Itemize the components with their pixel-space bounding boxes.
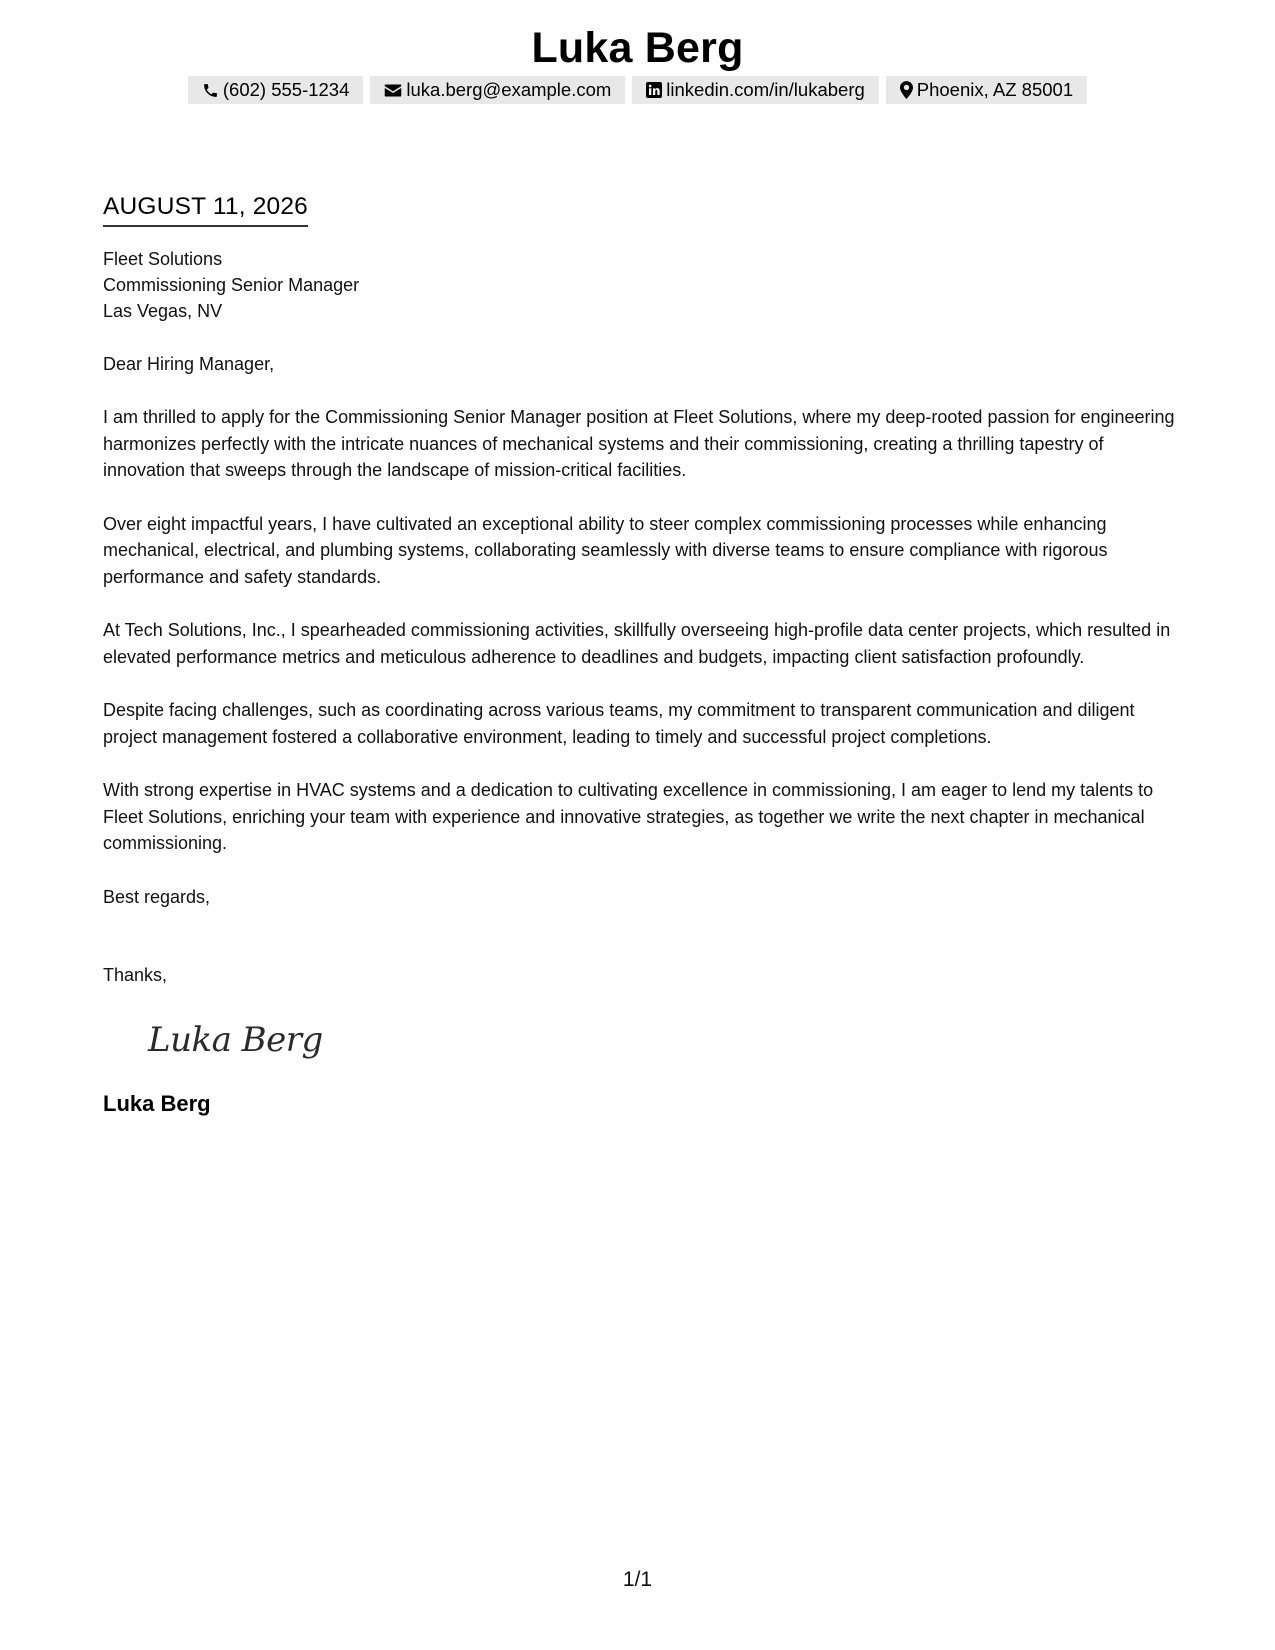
signer-name: Luka Berg [103, 1090, 211, 1116]
envelope-icon [384, 83, 402, 98]
paragraph-4: Despite facing challenges, such as coordinating across various teams, my commitment to transparent communication and diligent project management fostered a collaborative environment, leading to timely and successful project completions. [103, 700, 1135, 747]
email-text: luka.berg@example.com [406, 79, 612, 100]
letter-body [103, 190, 1183, 1118]
handwritten-signature: Luka Berg [148, 1019, 323, 1060]
thanks-line: Thanks, [103, 964, 168, 985]
paragraph-5: With strong expertise in HVAC systems and a dedication to cultivating excellence in commissioning, I am eager to lend my talents to Fleet Solutions, enriching your team with experience and innovative strategies, as together we write the next chapter in mechanical commissioning. [103, 780, 1154, 853]
contact-linkedin [632, 76, 878, 104]
page-number: 1/1 [622, 1568, 653, 1591]
recipient-company: Fleet Solutions [103, 249, 223, 269]
paragraph-1: I am thrilled to apply for the Commissioning Senior Manager position at Fleet Solutions, where my deep-rooted passion for engineering harmonizes perfectly with the intricate nuances of mechanical systems and their commissioning, creating a thrilling tapestry of innovation that sweeps through the landscape of mission-critical facilities. [103, 407, 1175, 480]
contact-bar [0, 76, 1275, 104]
salutation: Dear Hiring Manager, [103, 354, 275, 374]
recipient-block [103, 246, 1183, 324]
paragraph-3: At Tech Solutions, Inc., I spearheaded commissioning activities, skillfully overseeing high-profile data center projects, which resulted in elevated performance metrics and meticulous adherence to deadlines and budgets, impacting client satisfaction profoundly. [103, 620, 1171, 667]
contact-email [370, 76, 625, 104]
paragraph-2: Over eight impactful years, I have cultivated an exceptional ability to steer complex commissioning processes while enhancing mechanical, electrical, and plumbing systems, collaborating seamlessly with diverse teams to ensure compliance with rigorous performance and safety standards. [103, 513, 1108, 587]
contact-phone [188, 76, 364, 104]
map-pin-icon [900, 81, 913, 99]
letter-header [0, 22, 1275, 104]
letter-date: AUGUST 11, 2026 [103, 190, 308, 227]
linkedin-text: linkedin.com/in/lukaberg [666, 79, 865, 100]
contact-location [886, 76, 1087, 104]
recipient-title: Commissioning Senior Manager [103, 275, 360, 295]
phone-text: (602) 555-1234 [222, 79, 350, 100]
closing-line: Best regards, [103, 886, 211, 907]
recipient-location: Las Vegas, NV [103, 301, 223, 321]
phone-icon [202, 82, 219, 99]
linkedin-icon [646, 82, 662, 98]
location-text: Phoenix, AZ 85001 [916, 79, 1074, 100]
applicant-name: Luka Berg [531, 24, 744, 72]
